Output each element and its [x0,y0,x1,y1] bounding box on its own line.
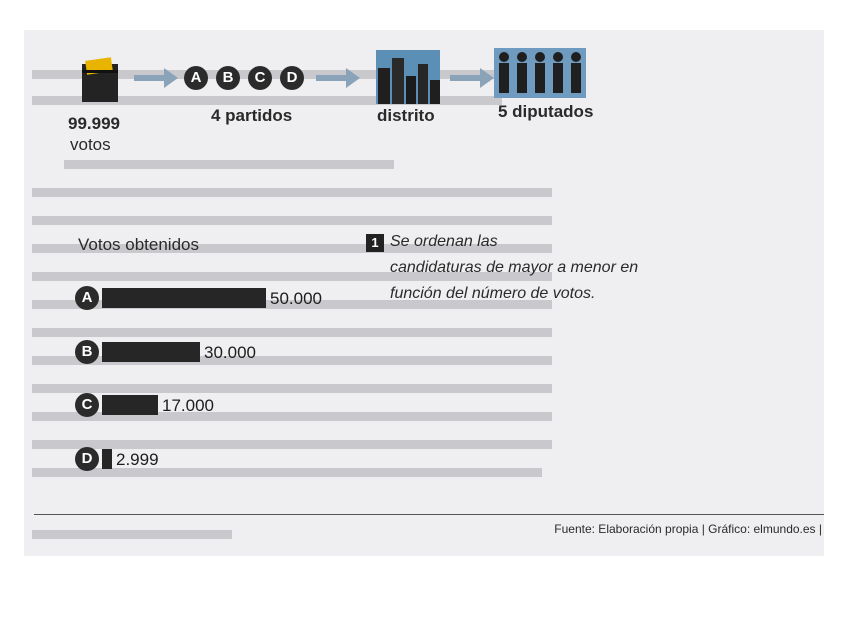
bar-b-circle: B [75,340,99,364]
bar-a-circle: A [75,286,99,310]
party-d-circle: D [280,66,304,90]
votes-count: 99.999 [68,114,120,133]
bar-d-value-label: 2.999 [116,450,159,469]
deputies-people-icon [494,48,586,98]
chart-title: Votos obtenidos [78,235,199,254]
bar-c [102,395,158,415]
arrow-right-icon [134,66,178,90]
bar-d [102,449,112,469]
bar-a [102,288,266,308]
bar-c-circle: C [75,393,99,417]
party-c-circle: C [248,66,272,90]
district-label: distrito [377,106,435,125]
party-b-circle: B [216,66,240,90]
votes-word: votos [70,135,111,154]
party-a-circle: A [184,66,208,90]
footer-divider [34,514,824,515]
step-number-badge: 1 [366,234,384,252]
bar-c-value-label: 17.000 [162,396,214,415]
arrow-right-icon [450,66,494,90]
ballot-box-icon [82,56,118,102]
district-city-icon [376,50,440,104]
bar-b-value-label: 30.000 [204,343,256,362]
bar-a-value-label: 50.000 [270,289,322,308]
bar-b [102,342,200,362]
step-text-line1: Se ordenan las [390,233,498,250]
parties-label: 4 partidos [211,106,293,125]
bar-d-circle: D [75,447,99,471]
step-text-line3: función del número de votos. [390,285,596,302]
arrow-right-icon [316,66,360,90]
step-text-line2: candidaturas de mayor a menor en [390,259,639,276]
infographic-panel [24,30,824,556]
deputies-label: 5 diputados [498,102,594,121]
footer-source: Fuente: Elaboración propia | Gráfico: elmundo.es | [554,522,822,536]
